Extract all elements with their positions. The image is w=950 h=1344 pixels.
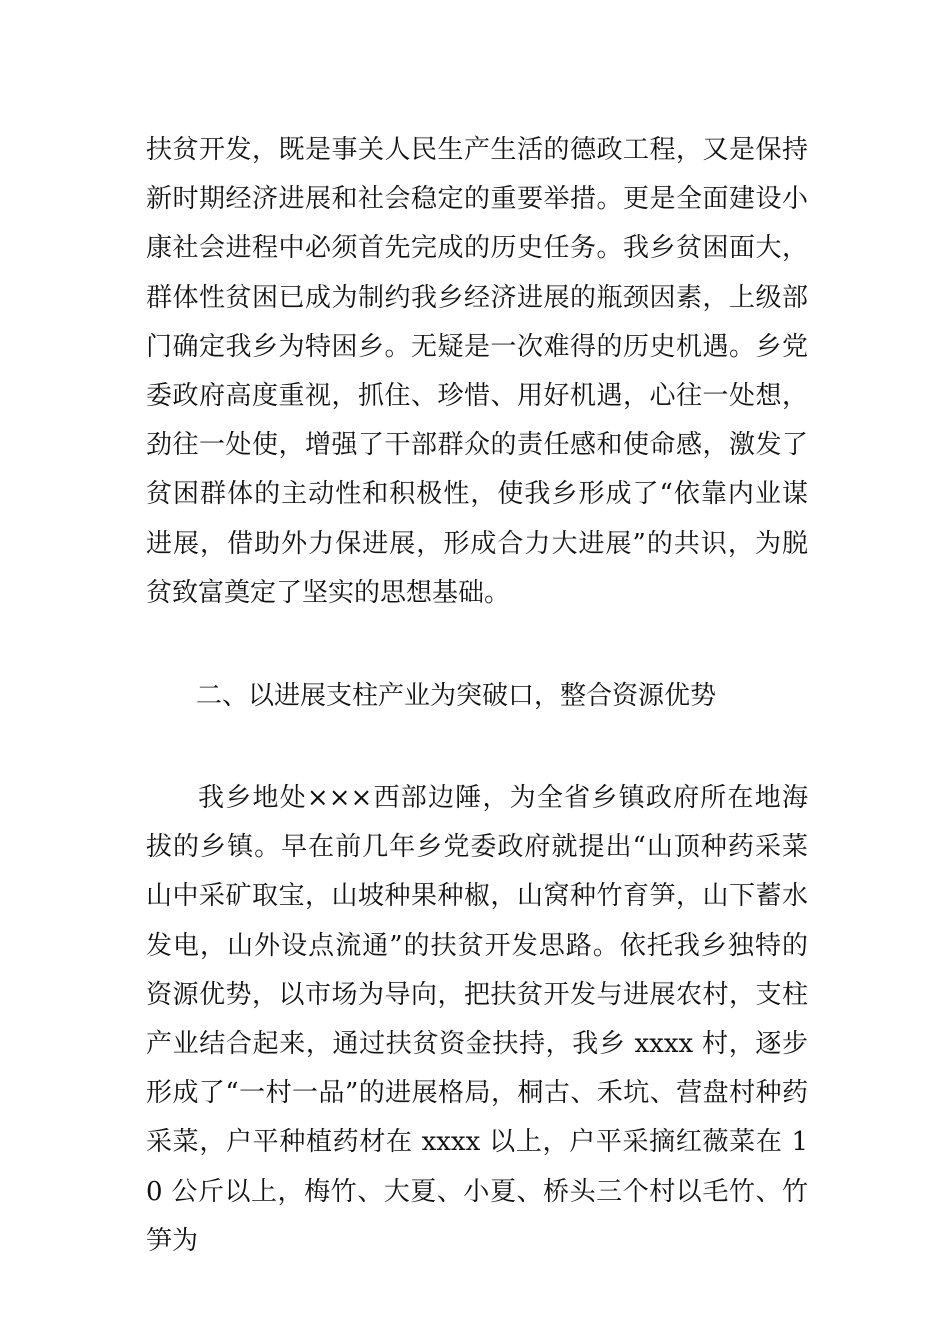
body-paragraph-2: 我乡地处×××西部边陲，为全省乡镇政府所在地海拔的乡镇。早在前几年乡党委政府就提出“山顶种药采菜山中采矿取宝，山坡种果种椒，山窝种竹育笋，山下蓄水发电，山外设点流通”的扶贫开发思路。依托我乡独特的资源优势，以市场为导向，把扶贫开发与进展农村，支柱产业结合起来，通过扶贫资金扶持，我乡 xxxx 村，逐步形成了“一村一品”的进展格局，桐古、禾坑、营盘村种药采菜，户平种植药材在 xxxx 以上，户平采摘红薇菜在 10 公斤以上，梅竹、大夏、小夏、桥头三个村以毛竹、竹笋为 xyxy=(146,783,808,1256)
section-heading: 二、以进展支柱产业为突破口，整合资源优势 xyxy=(196,681,717,711)
body-paragraph-1: 扶贫开发，既是事关人民生产生活的德政工程，又是保持新时期经济进展和社会稳定的重要举措。更是全面建设小康社会进程中必须首先完成的历史任务。我乡贫困面大，群体性贫困已成为制约我乡经济进展的瓶颈因素，上级部门确定我乡为特困乡。无疑是一次难得的历史机遇。乡党委政府高度重视，抓住、珍惜、用好机遇，心往一处想，劲往一处使，增强了干部群众的责任感和使命感，激发了贫困群体的主动性和积极性，使我乡形成了“依靠内业谋进展，借助外力保进展，形成合力大进展”的共识，为脱贫致富奠定了坚实的思想基础。 xyxy=(146,135,808,608)
